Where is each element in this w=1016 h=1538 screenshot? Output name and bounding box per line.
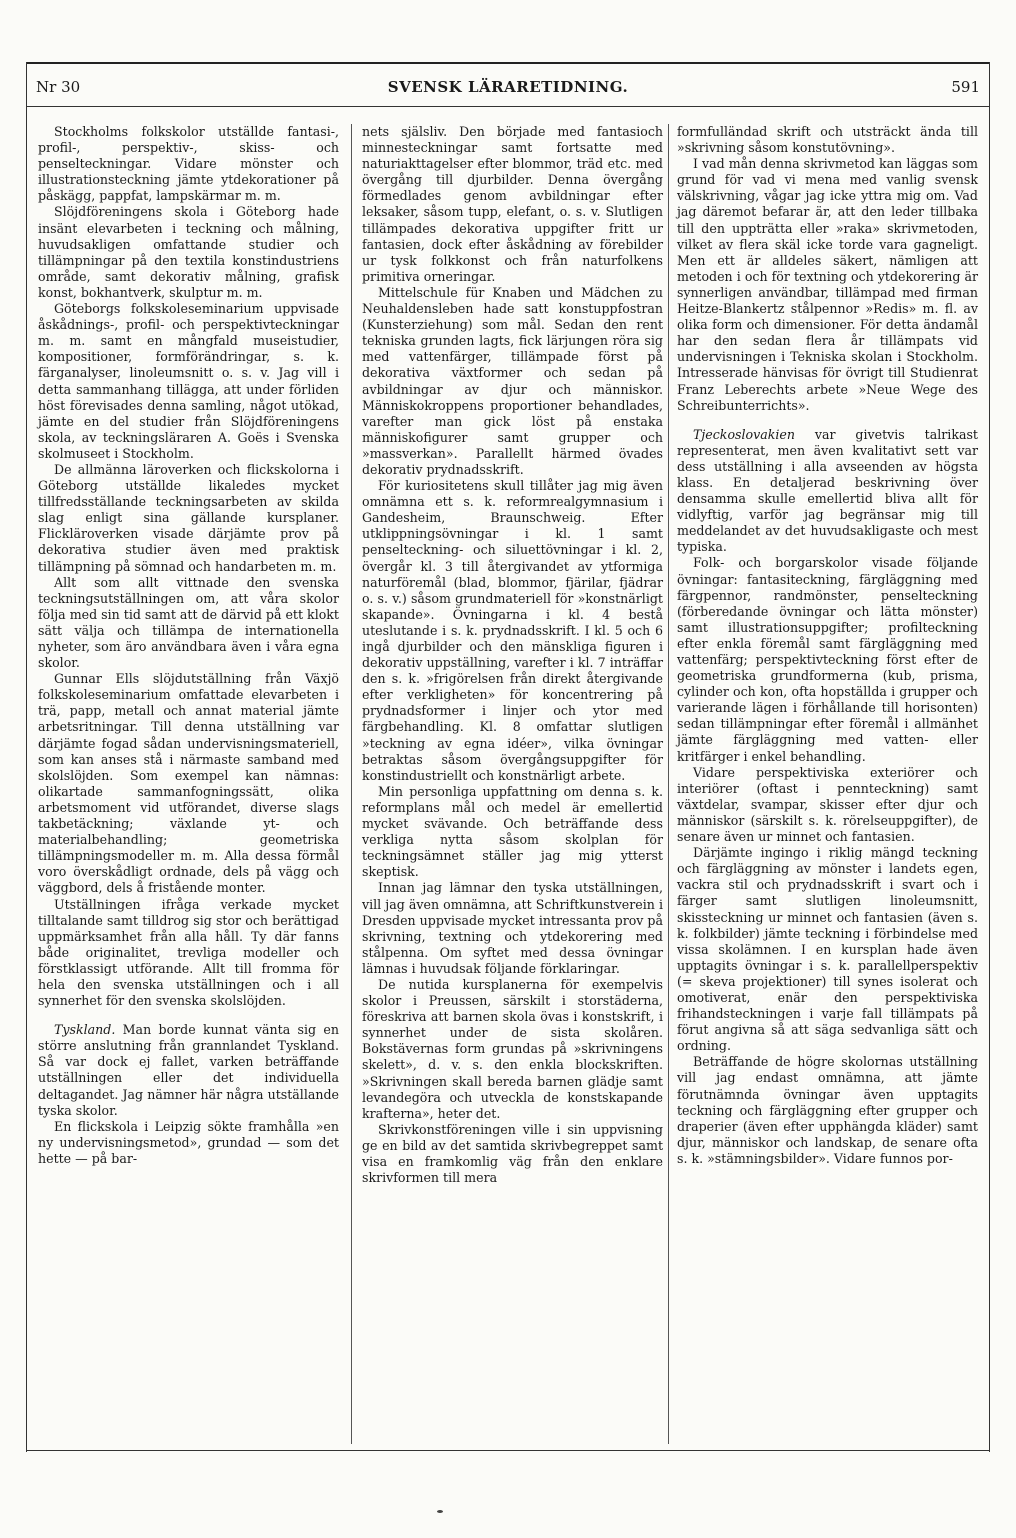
paragraph: De allmänna läroverken och flickskolorna i Göteborg utställde likaledes mycket tillfredsställande teckningsarbeten av skilda slag enligt sina gällande kursplaner. Flickläroverken visade därjämte prov på dekorativa studier även med praktisk tillämpning på sömnad och handarbeten m. m. (38, 461, 339, 574)
paragraph: Göteborgs folkskoleseminarium uppvisade åskådnings-, profil- och perspektivteckningar m. m. samt en mångfald museistudier, kompositioner, formförändringar, s. k. färganalyser, linoleumsnitt o. s. v. Jag vill i detta sammanhang tillägga, att under förliden höst förevisades denna samling, något utökad, jämte en del studier från Slöjdföreningens skola, av teckningsläraren A. Goës i Svenska skolmuseet i Stockholm. (38, 301, 339, 461)
paragraph: Därjämte ingingo i riklig mängd teckning och färgläggning av mönster i landets egen, vackra stil och prydnadsskrift i svart och i färger samt slutligen linoleumsnitt, skissteckning ur minnet och fantasien (även s. k. folkbilder) jämte teckning i förbindelse med vissa skolämnen. I en kursplan hade även upptagits övningar i s. k. parallellperspektiv (= skeva projektioner) till synes isolerat och omotiverat, enär den perspektiviska frihandsteckningen i varje fall tillämpats på förut angivna så att säga sedvanliga sätt och ordning. (677, 845, 978, 1054)
paragraph: formfulländad skrift och utsträckt ända till »skrivning såsom konstutövning». (677, 124, 978, 156)
paragraph: För kuriositetens skull tillåter jag mig även omnämna ett s. k. reformrealgymnasium i Gandesheim, Braunschweig. Efter utklippningsövningar i kl. 1 samt penselteckning- och siluettövningar i kl. 2, övergår kl. 3 till återgivandet av ytformiga naturföremål (blad, blommor, fjärilar, fjädrar o. s. v.) såsom grundmateriell för »konstnärligt skapande». Övningarna i kl. 4 bestå uteslutande i s. k. prydnadsskrift. I kl. 5 och 6 ingå djurbilder och den mänskliga figuren i dekorativ uppställning, varefter i kl. 7 inträffar den s. k. »frigörelsen från direkt återgivande efter verkligheten» för koncentrering på prydnadsformer i linjer och ytor med färgbehandling. Kl. 8 omfattar slutligen »teckning av egna idéer», vilka övningar betraktas såsom övergångsuppgifter för konstindustriellt och konstnärligt arbete. (362, 478, 663, 783)
paragraph: Folk- och borgarskolor visade följande övningar: fantasiteckning, färgläggning med färgpennor, randmönster, penselteckning (förberedande övningar och lätta mönster) samt illustrationsuppgifter; profilteckning efter enkla föremål samt färgläggning med vattenfärg; perspektivteckning först efter de geometriska grundformerna (kub, prisma, cylinder och kon, ofta hopställda i grupper och varierande lägen i förhållande till horisonten) sedan tillämpningar efter föremål i allmänhet jämte färgläggning med vatten- eller kritfärger i enkel behandling. (677, 555, 978, 764)
paragraph: Vidare perspektiviska exteriörer och interiörer (oftast i pennteckning) samt växtdelar, svampar, skisser efter djur och människor (särskilt s. k. rörelseuppgifter), de senare även ur minnet och fantasien. (677, 764, 978, 845)
paragraph: nets själsliv. Den började med fantasioch minnesteckningar samt fortsatte med naturiakttagelser efter blommor, träd etc. med övergång till djurbilder. Denna övergång förmedlades genom avbildningar efter leksaker, såsom tupp, elefant, o. s. v. Slutligen tillämpades dekorativa uppgifter fritt ur fantasien, dock efter åskådning av förebilder ur tysk folkkonst och från naturfolkens primitiva orneringar. (362, 124, 663, 284)
header-rule (26, 106, 990, 107)
paragraph: De nutida kursplanerna för exempelvis skolor i Preussen, särskilt i storstäderna, föreskriva att barnen skola övas i konstskrift, i synnerhet under de sista skolåren. Bokstävernas form grundas på »skrivningens skelett», d. v. s. den enkla blockskriften. »Skrivningen skall bereda barnen glädje samt levandegöra och utveckla de konstskapande krafterna», heter det. (362, 976, 663, 1121)
ink-speck (437, 1510, 443, 1513)
paragraph: En flickskola i Leipzig sökte framhålla »en ny undervisningsmetod», grundad — som det hette — på bar- (38, 1118, 339, 1166)
text-column-3 (677, 124, 978, 1167)
paragraph: Utställningen ifråga verkade mycket tilltalande samt tilldrog sig stor och berättigad uppmärksamhet från alla håll. Ty där fanns både originalitet, trevliga modeller och förstklassigt utförande. Allt till fromma för hela den svenska utställningen och i all synnerhet för den svenska skolslöjden. (38, 896, 339, 1009)
column-divider (668, 124, 669, 1444)
paragraph: Stockholms folkskolor utställde fantasi-, profil-, perspektiv-, skiss- och penselteckningar. Vidare mönster och illustrationsteckning jämte ytdekorationer på påskägg, pappfat, lampskärmar m. m. (38, 124, 339, 204)
page-frame-top (26, 62, 990, 64)
paragraph: Min personliga uppfattning om denna s. k. reformplans mål och medel är emellertid mycket svävande. Och beträffande dess verkliga nytta såsom skolplan för teckningsämnet ställer jag mig ytterst skeptisk. (362, 783, 663, 880)
running-header (36, 78, 980, 100)
page-number: 591 (951, 78, 980, 96)
text-column-1 (38, 124, 339, 1167)
column-divider (351, 124, 352, 1444)
paragraph: Gunnar Ells slöjdutställning från Växjö folkskoleseminarium omfattade elevarbeten i trä, papp, metall och annat material jämte arbetsritningar. Till denna utställning var därjämte fogad sådan undervisningsmateriell, som kan anses stå i närmaste samband med skolslöjden. Som exempel kan nämnas: olikartade sammanfogningssätt, olika arbetsmoment vid utförandet, diverse slags takbetäckning; växlande yt- och materialbehandling; geometriska tillämpningsmodeller m. m. Alla dessa förmål voro överskådligt ordnade, dels på vägg och väggbord, dels å fristående monter. (38, 671, 339, 896)
page-frame-left (26, 62, 27, 1452)
paragraph: Allt som allt vittnade den svenska teckningsutställningen om, att våra skolor följa med sin tid samt att de därvid på ett klokt sätt välja och tillämpa de internationella nyheter, som äro användbara även i våra egna skolor. (38, 574, 339, 671)
paragraph: I vad mån denna skrivmetod kan läggas som grund för vad vi mena med vanlig svensk välskrivning, vågar jag icke yttra mig om. Vad jag däremot befarar är, att den leder tillbaka till den uppträtta eller »raka» skrivmetoden, vilket av flera skäl icke torde vara gagneligt. Men ett är alldeles säkert, nämligen att metoden i och för textning och ytdekorering är synnerligen användbar, tillämpad med firman Heitze-Blankertz stålpennor »Redis» m. fl. av olika form och dimensioner. För detta ändamål har den sedan flera år tillämpats vid undervisningen i Tekniska skolan i Stockholm. Intresserade hänvisas för övrigt till Studienrat Franz Leberechts arbete »Neue Wege des Schreibunterrichts». (677, 156, 978, 413)
section-lead: Tyskland. (54, 1022, 116, 1038)
section-paragraph (38, 1022, 339, 1119)
journal-title: SVENSK LÄRARETIDNING. (387, 78, 629, 96)
paragraph-body: Man borde kunnat vänta sig en större anslutning från grannlandet Tyskland. Så var dock ej fallet, varken beträffande utställningen eller det individuella deltagandet. Jag nämner här några utställande tyska skolor. (38, 1022, 339, 1118)
text-column-2 (362, 124, 663, 1186)
paragraph-body: var givetvis talrikast representerat, men även kvalitativt sett var dess utställning i alla avseenden av högsta klass. En detaljerad beskrivning över densamma skulle emellertid bliva allt för vidlyftig, varför jag begränsar mig till meddelandet av det huvudsakligaste och mest typiska. (677, 426, 978, 555)
paragraph: Skrivkonstföreningen ville i sin uppvisning ge en bild av det samtida skrivbegreppet samt visa en framkomlig väg från den enklare skrivformen till mera (362, 1121, 663, 1186)
page-frame-right (989, 62, 990, 1452)
section-lead: Tjeckoslovakien (693, 426, 795, 442)
issue-number: Nr 30 (36, 78, 81, 96)
paragraph: Slöjdföreningens skola i Göteborg hade insänt elevarbeten i teckning och målning, huvudsakligen omfattande studier och tillämpningar på den textila konstindustriens område, samt dekorativ målning, grafisk konst, bokhantverk, skulptur m. m. (38, 204, 339, 300)
paragraph: Beträffande de högre skolornas utställning vill jag endast omnämna, att jämte förutnämnda övningar även upptagits teckning och färgläggning efter grupper och draperier (även efter upphängda kläder) samt djur, människor och landskap, de senare ofta s. k. »stämningsbilder». Vidare funnos por- (677, 1054, 978, 1166)
paragraph: Innan jag lämnar den tyska utställningen, vill jag även omnämna, att Schriftkunstverein i Dresden uppvisade mycket intressanta prov på skrivning, textning och ytdekorering med stålpenna. Om syftet med dessa övningar lämnas i huvudsak följande förklaringar. (362, 880, 663, 976)
paragraph: Mittelschule für Knaben und Mädchen zu Neuhaldensleben hade satt konstuppfostran (Kunsterziehung) som mål. Sedan den rent tekniska grunden lagts, fick lärjungen röra sig med vattenfärger, tillämpade först på dekorativa växtformer och sedan på avbildningar av djur och människor. Människokroppens proportioner behandlades, varefter man gick löst på enstaka människofigurer samt grupper och »massverkan». Parallellt härmed övades dekorativ prydnadsskrift. (362, 284, 663, 477)
page-frame-bottom (26, 1450, 990, 1451)
section-paragraph (677, 427, 978, 556)
